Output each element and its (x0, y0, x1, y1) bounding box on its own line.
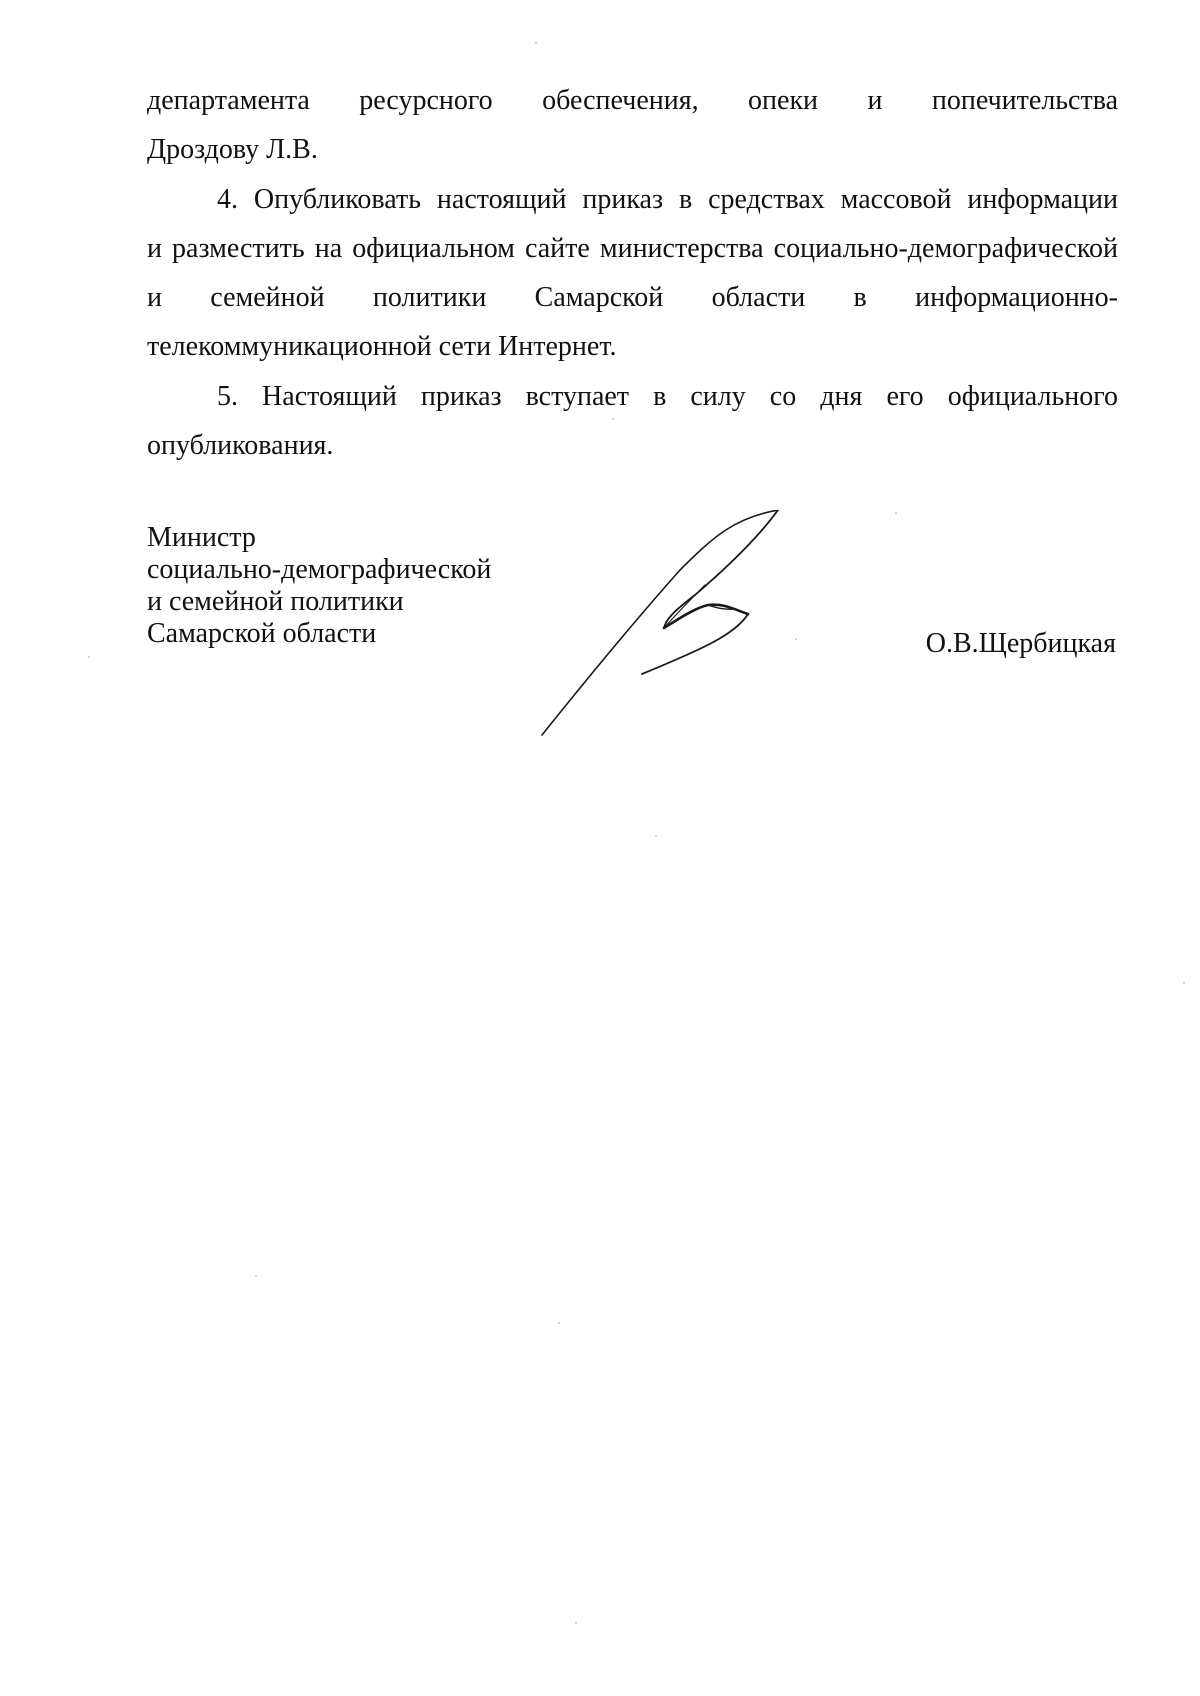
scan-speck (612, 418, 614, 420)
signatory-title-line-2: социально-демографической (147, 554, 492, 585)
paragraph-3-line-1: департамента ресурсного обеспечения, опеки и попечительства (147, 85, 1118, 116)
scan-speck (795, 638, 797, 640)
paragraph-4 (147, 175, 1118, 371)
paragraph-5 (147, 372, 1118, 470)
paragraph-3-line-2: Дроздову Л.В. (147, 134, 318, 165)
signatory-title-line-3: и семейной политики (147, 586, 404, 617)
paragraph-4-line-4: телекоммуникационной сети Интернет. (147, 331, 617, 362)
paragraph-4-line-3: и семейной политики Самарской области в информационно- (147, 282, 1118, 313)
handwritten-signature (530, 510, 810, 740)
paragraph-4-line-1: 4. Опубликовать настоящий приказ в средствах массовой информации (217, 184, 1118, 215)
scan-speck (558, 1322, 560, 1324)
paragraph-4-line-2: и разместить на официальном сайте министерства социально-демографической (147, 233, 1118, 264)
scan-speck (1183, 982, 1185, 984)
paragraph-5-line-2: опубликования. (147, 430, 334, 461)
paragraph-3-tail (147, 76, 1118, 174)
scan-speck (255, 1275, 257, 1277)
scan-speck (575, 1622, 577, 1624)
scan-speck (535, 42, 537, 44)
scan-speck (655, 835, 657, 837)
paragraph-5-line-1: 5. Настоящий приказ вступает в силу со дня его официального (217, 381, 1118, 412)
signer-name: О.В.Щербицкая (925, 628, 1116, 659)
signatory-title-line-1: Министр (147, 522, 256, 553)
scan-speck (895, 512, 897, 514)
signatory-title (147, 522, 491, 650)
scan-speck (88, 656, 90, 658)
signatory-title-line-4: Самарской области (147, 618, 377, 649)
